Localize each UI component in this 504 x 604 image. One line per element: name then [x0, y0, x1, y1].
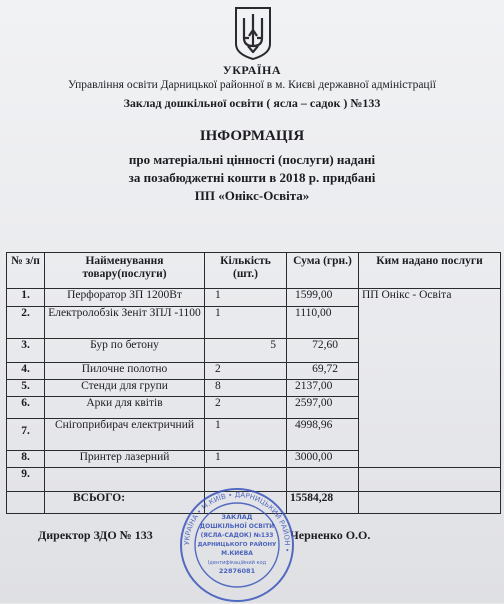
header-provider: Ким надано послуги — [359, 253, 501, 289]
institution-line: Заклад дошкільної освіти ( ясла – садок ) №133 — [123, 96, 381, 110]
row-sum: 72,60 — [287, 339, 359, 363]
row-name: Снігоприбирач електричний — [45, 419, 205, 451]
seal-line: (ЯСЛА-САДОК) №133 — [200, 532, 274, 539]
row-name: Електролобзік Зеніт ЗПЛ -1100 — [45, 307, 205, 339]
header-sum: Сума (грн.) — [287, 253, 359, 289]
header-name: Найменування товару(послуги) — [45, 253, 205, 289]
country-heading: УКРАЇНА — [222, 63, 282, 77]
row-sum: 1599,00 — [287, 289, 359, 307]
header-qty: Кількість (шт.) — [205, 253, 287, 289]
row-name: Бур по бетону — [45, 339, 205, 363]
row-qty: 1 — [205, 289, 287, 307]
table-row — [7, 289, 501, 307]
row-qty: 5 — [205, 339, 287, 363]
seal-line: М.КИЄВА — [221, 550, 253, 557]
row-qty: 8 — [205, 380, 287, 397]
provider-empty-cell — [359, 468, 501, 492]
subtitle-line-1: про матеріальні цінності (послуги) надані — [128, 152, 376, 167]
row-name: Принтер лазерний — [45, 451, 205, 468]
row-sum: 1110,00 — [287, 307, 359, 339]
seal-line: Ідентифікаційний код — [207, 560, 267, 566]
total-sum: 15584,28 — [287, 492, 359, 514]
row-qty: 1 — [205, 419, 287, 451]
row-sum: 4998,96 — [287, 419, 359, 451]
subtitle-line-3: ПП «Онікс-Освіта» — [194, 188, 310, 203]
row-qty: 1 — [205, 451, 287, 468]
row-num: 3. — [7, 339, 45, 363]
row-name: Пилочне полотно — [45, 363, 205, 380]
seal-line: ЗАКЛАД — [221, 513, 253, 521]
signatory-name: Черненко О.О. — [290, 528, 371, 542]
row-num: 4. — [7, 363, 45, 380]
row-num: 8. — [7, 451, 45, 468]
row-num: 7. — [7, 419, 45, 451]
department-line: Управління освіти Дарницької районної в м. Києві державної адміністрації — [68, 79, 436, 91]
row-sum: 69,72 — [287, 363, 359, 380]
subtitle-line-2: за позабюджетні кошти в 2018 р. придбані — [128, 170, 376, 185]
total-num-cell — [7, 492, 45, 514]
table-header-row — [7, 253, 501, 289]
row-num: 5. — [7, 380, 45, 397]
row-qty: 2 — [205, 363, 287, 380]
row-qty: 1 — [205, 307, 287, 339]
row-num: 9. — [7, 468, 45, 492]
official-seal-icon — [178, 486, 296, 604]
seal-line: 22876081 — [218, 567, 256, 575]
seal-line: ДОШКІЛЬНОЇ ОСВІТИ — [199, 523, 275, 530]
row-sum — [287, 468, 359, 492]
row-sum: 3000,00 — [287, 451, 359, 468]
header-num: № з/п — [7, 253, 45, 289]
row-num: 1. — [7, 289, 45, 307]
row-num: 2. — [7, 307, 45, 339]
row-num: 6. — [7, 397, 45, 419]
document-title: ІНФОРМАЦІЯ — [199, 128, 305, 144]
total-label: ВСЬОГО: — [45, 492, 205, 514]
seal-line: ДАРНИЦЬКОГО РАЙОНУ — [197, 542, 277, 548]
row-sum: 2597,00 — [287, 397, 359, 419]
provider-cell: ПП Онікс - Освіта — [359, 289, 501, 468]
seal-ring-text: УКРАЇНА • М.КИЇВ • ДАРНИЦЬКИЙ РАЙОН • — [182, 490, 292, 553]
director-title: Директор ЗДО № 133 — [38, 528, 153, 542]
row-name: Стенди для групи — [45, 380, 205, 397]
items-table — [6, 252, 501, 514]
coat-of-arms-icon — [234, 6, 272, 60]
total-provider-cell — [359, 492, 501, 514]
row-qty: 2 — [205, 397, 287, 419]
row-name: Перфоратор ЗП 1200Вт — [45, 289, 205, 307]
row-sum: 2137,00 — [287, 380, 359, 397]
row-name: Арки для квітів — [45, 397, 205, 419]
